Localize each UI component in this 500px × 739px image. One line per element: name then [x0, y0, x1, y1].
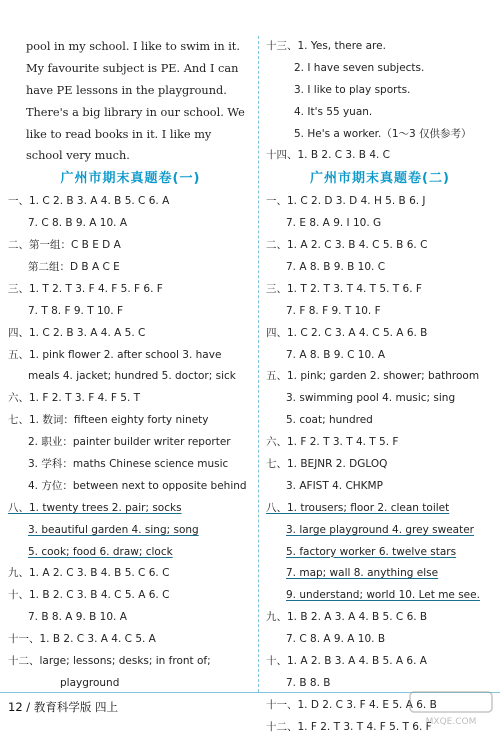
answer-line: 7. C 8. B 9. A 10. A	[28, 217, 128, 230]
answer-line: 五、1. pink; garden 2. shower; bathroom	[266, 370, 480, 383]
answer-line: 八、1. trousers; floor 2. clean toilet	[266, 501, 450, 514]
passage-line: pool in my school. I like to swim in it.	[26, 40, 240, 53]
answer-line: 十、1. A 2. B 3. A 4. B 5. A 6. A	[266, 655, 427, 668]
answer-line: 4. 方位：between next to opposite behind	[28, 479, 247, 492]
answer-line: playground	[60, 676, 120, 689]
answer-line: 十二、large; lessons; desks; in front of;	[8, 655, 211, 668]
answer-line: 四、1. C 2. C 3. A 4. C 5. A 6. B	[266, 326, 428, 339]
answer-line: 四、1. C 2. B 3. A 4. A 5. C	[8, 326, 146, 339]
left-column	[8, 36, 253, 695]
site-watermark-logo	[408, 690, 494, 728]
answer-line: 九、1. B 2. A 3. A 4. B 5. C 6. B	[266, 611, 428, 624]
answer-line: 7. E 8. A 9. I 10. G	[286, 217, 382, 230]
footer-separator: /	[26, 700, 31, 714]
section-title-exam-2: 广州市期末真题卷(二)	[310, 171, 450, 187]
answer-line: 八、1. twenty trees 2. pair; socks	[8, 501, 182, 514]
answer-line: 3. large playground 4. grey sweater	[286, 523, 474, 536]
answer-line: 9. understand; world 10. Let me see.	[286, 589, 480, 602]
answer-line: 7. B 8. A 9. B 10. A	[28, 611, 127, 624]
answer-line: 七、1. BEJNR 2. DGLOQ	[266, 458, 388, 471]
answer-line: 3. I like to play sports.	[294, 83, 411, 96]
watermark-frame	[410, 692, 492, 712]
passage-line: My favourite subject is PE. And I can	[26, 61, 239, 75]
answer-line: 一、1. C 2. D 3. D 4. H 5. B 6. J	[266, 195, 426, 208]
answer-line: 7. A 8. B 9. B 10. C	[286, 261, 386, 274]
answer-line: 十一、1. B 2. C 3. A 4. C 5. A	[8, 633, 156, 646]
answer-line: 7. A 8. B 9. C 10. A	[286, 348, 386, 361]
column-divider	[258, 36, 259, 692]
section-title-exam-1: 广州市期末真题卷(一)	[60, 171, 201, 187]
passage-line: school very much.	[26, 149, 130, 163]
answer-line: 3. AFIST 4. CHKMP	[286, 479, 383, 492]
answer-line: 三、1. T 2. T 3. T 4. T 5. T 6. F	[266, 282, 422, 295]
answer-line: 5. cook; food 6. draw; clock	[28, 545, 173, 558]
answer-line: 十、1. B 2. C 3. B 4. C 5. A 6. C	[8, 589, 170, 602]
answer-line: 九、1. A 2. C 3. B 4. B 5. C 6. C	[8, 567, 170, 580]
answer-line: 7. T 8. F 9. T 10. F	[28, 304, 124, 317]
answer-line: 十四、1. B 2. C 3. B 4. C	[266, 149, 391, 162]
answer-line: 3. 学科：maths Chinese science music	[28, 458, 229, 471]
answer-line: 七、1. 数词：fifteen eighty forty ninety	[8, 414, 209, 427]
answer-line: 7. B 8. B	[286, 676, 331, 689]
passage-line: There's a big library in our school. We	[26, 105, 245, 119]
answer-line: 第二组：D B A C E	[28, 261, 120, 274]
answer-line: 十一、1. D 2. C 3. F 4. E 5. A 6. B	[266, 698, 437, 711]
answer-line: 7. C 8. A 9. A 10. B	[286, 633, 386, 646]
passage-line: like to read books in it. I like my	[26, 127, 212, 141]
right-column	[266, 36, 494, 739]
watermark-text: MXQE.COM	[425, 717, 477, 727]
answer-line: 二、第一组：C B E D A	[8, 239, 121, 252]
answer-line: 十二、1. F 2. T 3. T 4. F 5. T 6. F	[266, 720, 432, 733]
answer-line: 7. F 8. F 9. T 10. F	[286, 304, 381, 317]
answer-line: 5. He's a worker.（1～3 仅供参考）	[294, 127, 472, 140]
answer-line: 十三、1. Yes, there are.	[266, 40, 386, 52]
answer-line: 五、1. pink flower 2. after school 3. have	[8, 348, 222, 361]
answer-line: 六、1. F 2. T 3. F 4. F 5. T	[8, 392, 141, 405]
answer-line: 4. It's 55 yuan.	[294, 105, 373, 118]
answer-line: 5. factory worker 6. twelve stars	[286, 545, 457, 558]
answer-line: 2. I have seven subjects.	[294, 61, 425, 74]
answer-line: 二、1. A 2. C 3. B 4. C 5. B 6. C	[266, 239, 428, 252]
answer-line: 三、1. T 2. T 3. F 4. F 5. F 6. F	[8, 282, 163, 295]
answer-line: 一、1. C 2. B 3. A 4. B 5. C 6. A	[8, 195, 170, 208]
answer-line: meals 4. jacket; hundred 5. doctor; sick	[28, 370, 236, 383]
answer-line: 7. map; wall 8. anything else	[286, 567, 439, 580]
answer-line: 3. beautiful garden 4. sing; song	[28, 523, 199, 536]
publisher-name: 教育科学版	[33, 700, 92, 714]
passage-line: have PE lessons in the playground.	[26, 83, 227, 97]
page-footer	[8, 699, 118, 715]
page-number: 12	[8, 700, 23, 714]
answer-line: 3. swimming pool 4. music; sing	[286, 392, 456, 405]
answer-line: 5. coat; hundred	[286, 414, 373, 427]
answer-line: 2. 职业：painter builder writer reporter	[28, 436, 231, 449]
answer-line: 六、1. F 2. T 3. T 4. T 5. F	[266, 436, 399, 449]
grade-label: 四上	[94, 700, 118, 714]
